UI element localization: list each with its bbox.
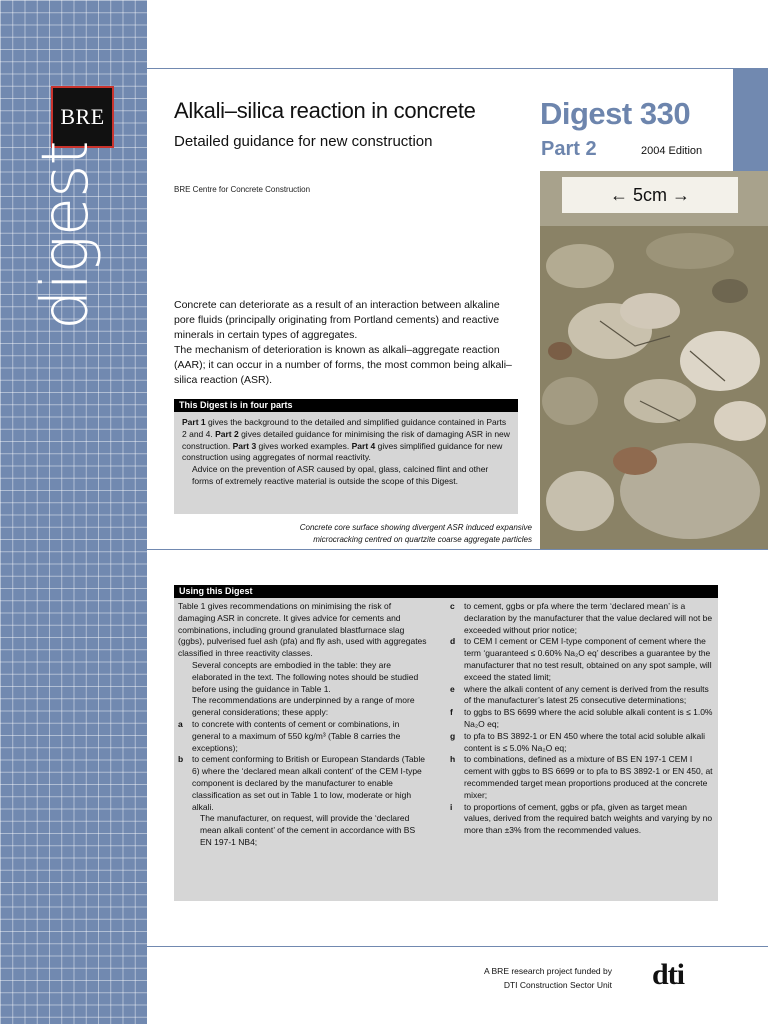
page-title: Alkali–silica reaction in concrete	[174, 98, 476, 123]
using-right-column	[450, 601, 714, 837]
centre-label: BRE Centre for Concrete Construction	[174, 185, 311, 194]
item-text: to pfa to BS 3892-1 or EN 450 where the total acid soluble alkali content is ≤ 5.0% Na₂O eq;	[464, 730, 705, 753]
using-left-column	[178, 601, 428, 849]
list-item	[450, 802, 714, 837]
part3-label: Part 3	[232, 440, 257, 451]
using-heading-bar	[446, 585, 718, 598]
concrete-core-photo	[540, 171, 768, 549]
caption-line-2: microcracking centred on quartzite coarse aggregate particles	[313, 535, 532, 544]
intro-p1: Concrete can deteriorate as a result of an interaction between alkaline pore fluids (principally originating from Portland cements) and reactive minerals in certain types of aggregates.	[174, 299, 500, 341]
four-parts-heading: This Digest is in four parts	[174, 399, 518, 412]
item-b-text: to cement conforming to British or European Standards (Table 6) where the ‘declared mean alkali content’ of the CEM I-type component is declared by the manufacturer to enable classification as set out in Table 1 to low, moderate or high alkali.	[192, 754, 425, 812]
using-box	[174, 598, 718, 901]
funding-note	[430, 964, 612, 992]
part2-label: Part 2	[215, 428, 239, 439]
part4-label: Part 4	[351, 440, 376, 451]
photo-caption	[260, 522, 532, 546]
concrete-texture	[540, 171, 768, 549]
dti-logo: dti	[652, 958, 685, 991]
caption-line-1: Concrete core surface showing divergent ASR induced expansive	[299, 523, 532, 532]
page-subtitle: Detailed guidance for new construction	[174, 133, 433, 150]
edition-label: 2004 Edition	[641, 145, 703, 157]
item-key: b	[178, 754, 184, 765]
item-key: h	[450, 754, 456, 765]
top-divider	[147, 68, 768, 69]
item-key: e	[450, 683, 455, 694]
using-p3: The recommendations are underpinned by a range of more general considerations; these apply:	[192, 695, 415, 718]
part1-label: Part 1	[182, 417, 206, 427]
accent-stripe	[733, 68, 768, 171]
item-text: to cement, ggbs or pfa where the term ‘declared mean’ is a declaration by the manufacturer that the value declared will not be exceeded without prior notice;	[464, 601, 713, 635]
part-label: Part 2	[541, 138, 597, 160]
item-text: where the alkali content of any cement is derived from the results of the manufacturer’s latest 25 consecutive determinations;	[464, 683, 709, 706]
digest-vertical-label: digest	[29, 141, 103, 330]
scale-bar-label: ← 5cm →	[562, 177, 738, 213]
list-item	[450, 731, 714, 755]
funding-line-2: DTI Construction Sector Unit	[503, 980, 612, 990]
item-key: c	[450, 601, 455, 611]
item-text: to concrete with contents of cement or combinations, in general to a maximum of 550 kg/m³ (Table 8 carries the exceptions);	[192, 718, 401, 753]
item-key: a	[178, 718, 183, 729]
list-item	[450, 601, 714, 636]
list-item	[450, 754, 714, 801]
bottom-divider	[147, 946, 768, 947]
list-item	[450, 707, 714, 731]
part3-text: gives worked examples.	[256, 440, 352, 451]
list-item	[450, 636, 714, 683]
using-p1: Table 1 gives recommendations on minimising the risk of damaging ASR in concrete. It gives advice for cements and combinations, including ground granulated blastfurnace slag (ggbs), pulverised fuel ash (pfa) and fly ash, used with aggregates classified in three reactivity classes.	[178, 601, 427, 659]
item-b-extra: The manufacturer, on request, will provide the ‘declared mean alkali content’ of the cement in accordance with BS EN 197-1 NB4;	[200, 813, 416, 847]
item-key: i	[450, 801, 453, 812]
item-key: d	[450, 636, 456, 647]
four-parts-box	[174, 412, 518, 514]
part1-text: gives the background to the detailed and simplified guidance contained in Parts 2 and 4.	[182, 417, 507, 439]
item-key: f	[450, 707, 453, 718]
item-key: g	[450, 730, 456, 741]
intro-paragraph	[174, 298, 514, 388]
digest-number: Digest 330	[540, 96, 691, 131]
using-p2: Several concepts are embodied in the table: they are elaborated in the text. The following notes should be studied before using the guidance in Table 1.	[192, 659, 419, 694]
list-item	[178, 719, 428, 754]
list-item	[178, 754, 428, 848]
part2-text: gives detailed guidance for minimising the risk of damaging ASR in new construction.	[182, 428, 510, 451]
advice-text: Advice on the prevention of ASR caused by opal, glass, calcined flint and other forms of extremely reactive material is outside the scope of this Digest.	[192, 464, 489, 486]
intro-p2: The mechanism of deterioration is known as alkali–aggregate reaction (AAR); it can occur in a number of forms, the most common being alkali–silica reaction (ASR).	[174, 344, 512, 386]
funding-line-1: A BRE research project funded by	[483, 966, 612, 976]
part4-text: gives simplified guidance for new construction using aggregates of normal reactivity.	[182, 440, 503, 463]
item-text: to proportions of cement, ggbs or pfa, given as target mean values, derived from the required batch weights and varying by no more than ±3% from the recommended values.	[464, 801, 713, 836]
item-text: to CEM I cement or CEM I-type component of cement where the term ‘guaranteed ≤ 0.60% Na₂O eq’ describes a guarantee by the manufacturer that no test result, obtained on any spot sample, will exceed the stated limit;	[464, 636, 712, 682]
using-heading: Using this Digest	[174, 585, 518, 598]
item-text: to combinations, defined as a mixture of BS EN 197-1 CEM I cement with ggbs to BS 6699 or to pfa to BS 3892-1 or EN 450, at recommended target mean proportions produced at the concrete mixer;	[464, 754, 713, 800]
mid-divider	[147, 549, 768, 550]
item-text: to ggbs to BS 6699 where the acid soluble alkali content is ≤ 1.0% Na₂O eq;	[464, 707, 713, 729]
item-text	[192, 754, 428, 848]
bre-logo: BRE	[51, 86, 114, 148]
list-item	[450, 684, 714, 708]
grid-sidebar	[0, 0, 147, 1024]
parts-summary	[182, 417, 510, 464]
